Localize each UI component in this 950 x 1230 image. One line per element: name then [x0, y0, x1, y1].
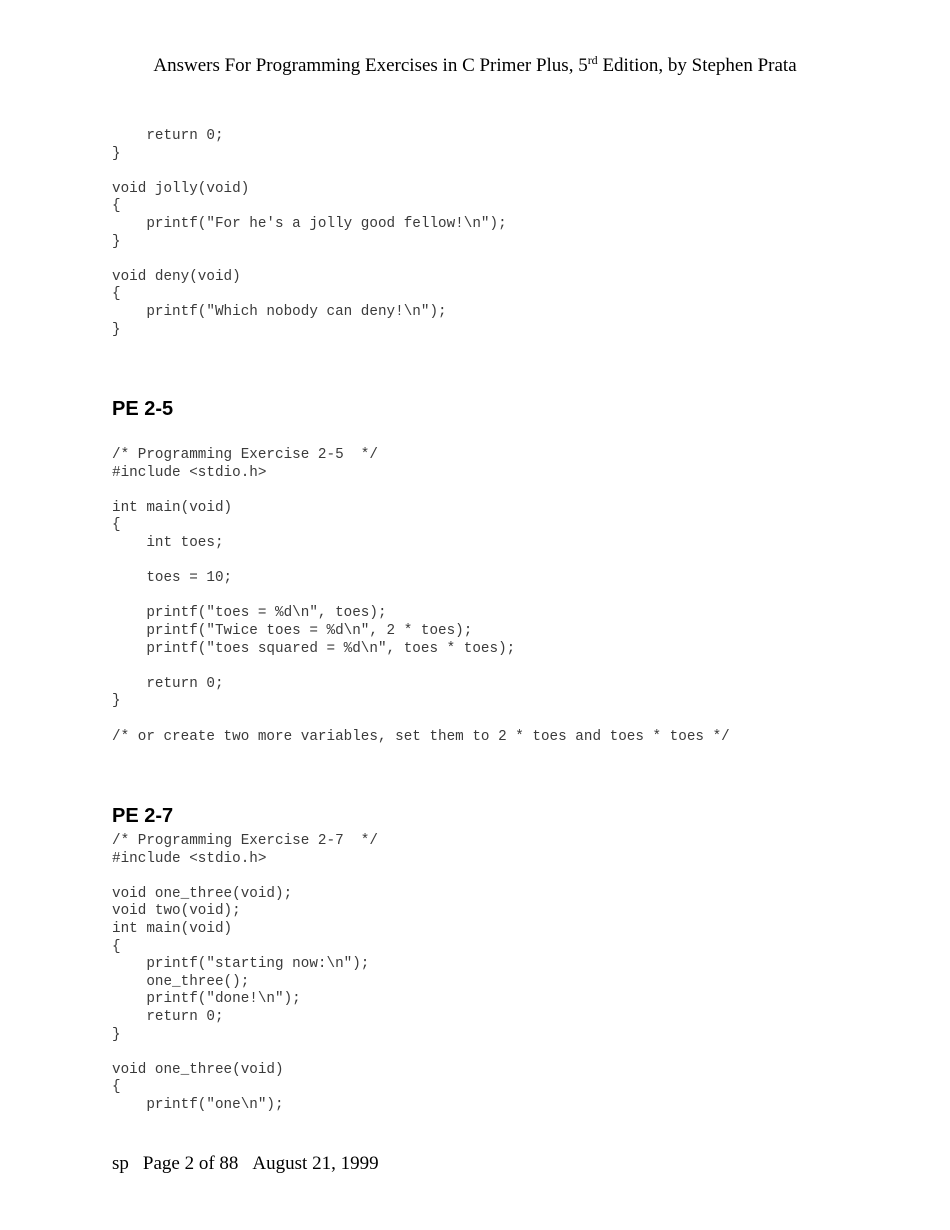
code-line: return 0; [112, 128, 224, 144]
code-block-pe-2-7 [112, 833, 378, 1115]
code-line [112, 711, 730, 729]
section-heading-pe-2-7: PE 2-7 [112, 805, 174, 827]
code-line: void two(void); [112, 903, 241, 920]
code-line: } [112, 1026, 121, 1043]
code-line: } [112, 145, 121, 162]
code-line: { [112, 198, 121, 215]
code-line: int main(void) [112, 920, 233, 937]
code-line [112, 1044, 378, 1062]
code-line: int main(void) [112, 499, 233, 516]
header-title-superscript: rd [587, 53, 598, 67]
header-title-rest: Edition, by Stephen Prata [597, 55, 797, 76]
code-line: int toes; [112, 534, 224, 551]
running-footer [112, 1151, 379, 1177]
code-line [112, 588, 730, 606]
code-line: { [112, 517, 121, 534]
code-line: { [112, 938, 121, 955]
code-line: return 0; [112, 1008, 224, 1025]
code-line [112, 553, 730, 571]
code-block-pe-2-5 [112, 447, 730, 746]
code-line: printf("For he's a jolly good fellow!\n"); [112, 215, 507, 232]
code-line: } [112, 233, 121, 250]
footer-date: August 21, 1999 [252, 1153, 379, 1174]
code-line: printf("toes squared = %d\n", toes * toes); [112, 640, 516, 657]
code-line [112, 658, 730, 676]
code-line: #include <stdio.h> [112, 464, 267, 481]
code-line [112, 482, 730, 500]
code-line: printf("Twice toes = %d\n", 2 * toes); [112, 622, 473, 639]
code-line: void jolly(void) [112, 180, 250, 197]
code-block-continued [112, 128, 507, 339]
code-line [112, 868, 378, 886]
header-title: Answers For Programming Exercises in C Primer Plus, 5 [153, 55, 588, 76]
code-line: /* Programming Exercise 2-5 */ [112, 447, 378, 463]
code-line: { [112, 1079, 121, 1096]
section-heading-pe-2-5: PE 2-5 [112, 398, 174, 420]
code-line: printf("one\n"); [112, 1096, 284, 1113]
code-line: void deny(void) [112, 268, 241, 285]
code-line: printf("toes = %d\n", toes); [112, 605, 387, 622]
code-line: } [112, 321, 121, 338]
code-line: /* or create two more variables, set them to 2 * toes and toes * toes */ [112, 728, 730, 745]
running-header [0, 53, 950, 79]
code-line: toes = 10; [112, 570, 233, 587]
code-line: } [112, 693, 121, 710]
code-line: #include <stdio.h> [112, 850, 267, 867]
code-line [112, 251, 507, 269]
code-line: { [112, 286, 121, 303]
code-line: return 0; [112, 675, 224, 692]
code-line: printf("starting now:\n"); [112, 956, 370, 973]
code-line: printf("Which nobody can deny!\n"); [112, 303, 447, 320]
footer-page-number: Page 2 of 88 [142, 1153, 239, 1174]
code-line: void one_three(void) [112, 1061, 284, 1078]
code-line: one_three(); [112, 973, 250, 990]
footer-initials: sp [112, 1153, 129, 1174]
code-line [112, 163, 507, 181]
code-line: void one_three(void); [112, 885, 293, 902]
code-line: printf("done!\n"); [112, 991, 301, 1008]
code-line: /* Programming Exercise 2-7 */ [112, 833, 378, 849]
